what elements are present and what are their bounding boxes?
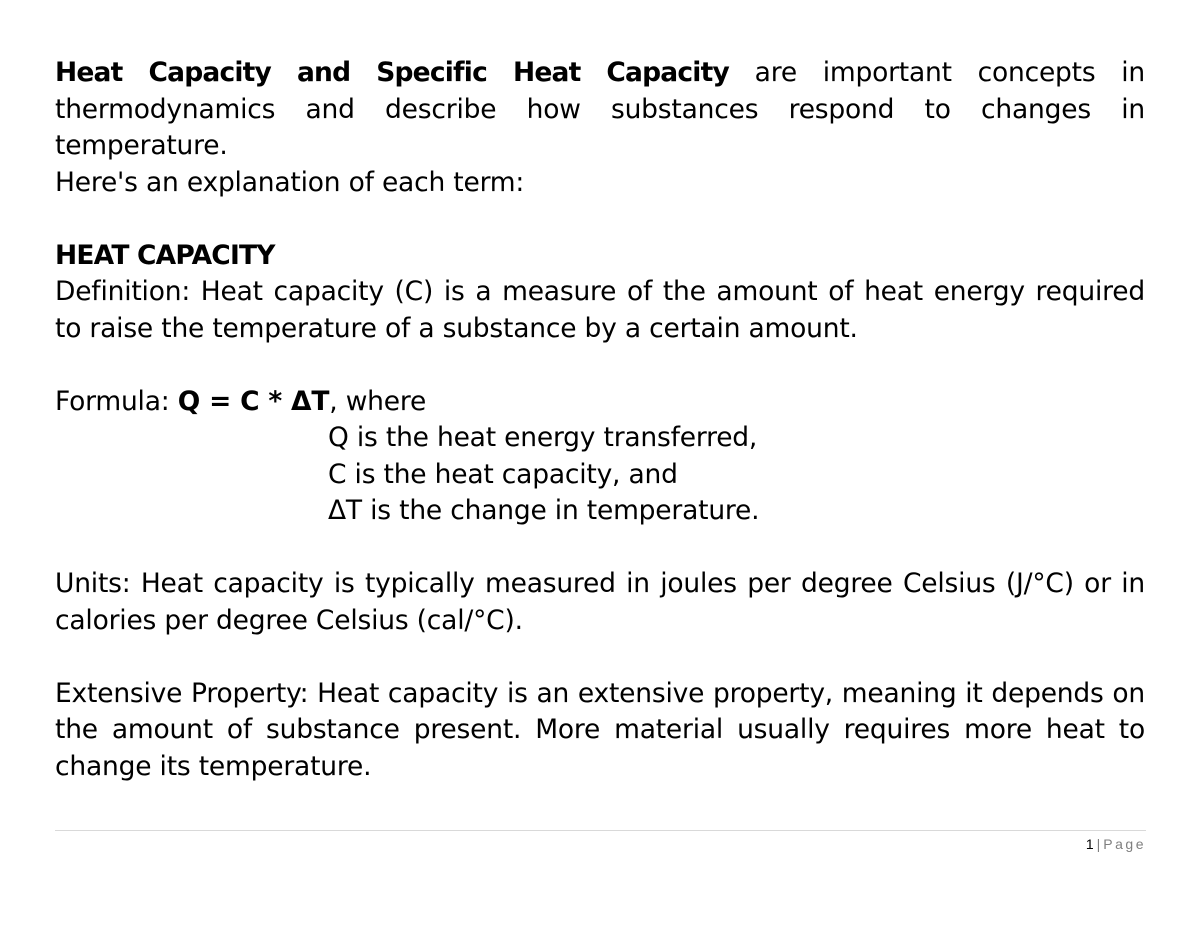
intro-bold-lead: Heat Capacity and Specific Heat Capacity — [55, 57, 729, 88]
spacer — [55, 530, 1145, 567]
section-heading-heat-capacity: HEAT CAPACITY — [55, 239, 275, 271]
page-footer — [55, 834, 1146, 854]
formula-suffix: , where — [329, 385, 427, 417]
formula-line — [55, 384, 1145, 421]
page-number: 1 — [1085, 836, 1094, 852]
formula-equation: Q = C * ΔT — [177, 385, 330, 417]
formula-term: C is the heat capacity, and — [328, 458, 678, 490]
units-paragraph: Units: Heat capacity is typically measured in joules per degree Celsius (J/°C) or in calories per degree Celsius (cal/°C). — [55, 568, 1145, 636]
extensive-property-paragraph: Extensive Property: Heat capacity is an extensive property, meaning it depends on the amount of substance present. More material usually requires more heat to change its temperature. — [55, 677, 1145, 782]
spacer — [55, 639, 1145, 676]
footer-separator: | — [1096, 836, 1101, 852]
intro-paragraph — [55, 55, 1145, 165]
formula-term: ΔT is the change in temperature. — [328, 495, 760, 526]
page-label: Page — [1103, 836, 1146, 852]
formula-term: Q is the heat energy transferred, — [328, 422, 758, 453]
formula-label: Formula: — [55, 385, 178, 417]
footer-divider — [55, 830, 1146, 831]
definition-paragraph: Definition: Heat capacity (C) is a measure of the amount of heat energy required to raise the temperature of a substance by a certain amount. — [55, 276, 1145, 344]
spacer — [55, 347, 1145, 384]
intro-text: are important concepts in thermodynamics and describe how substances respond to changes in temperature. — [55, 57, 1145, 161]
spacer — [55, 201, 1145, 238]
explanation-line: Here's an explanation of each term: — [55, 166, 525, 198]
document-body — [55, 55, 1145, 785]
